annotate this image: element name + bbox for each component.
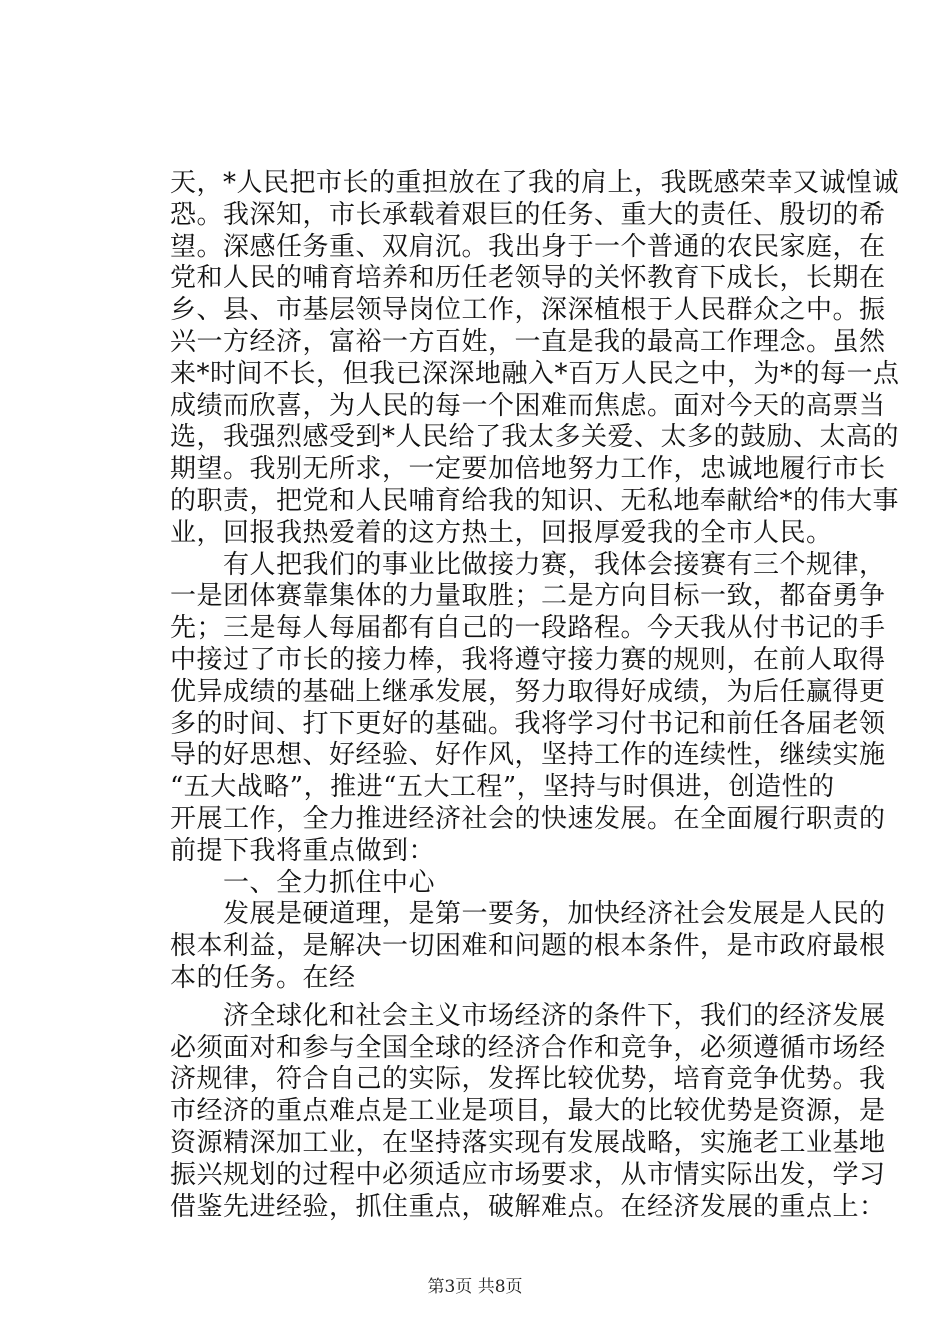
text-line: 济规律，符合自己的实际，发挥比较优势，培育竞争优势。我	[170, 1064, 886, 1095]
text-line: 根本利益，是解决一切困难和问题的根本条件，是市政府最根	[170, 931, 886, 962]
text-line: 有人把我们的事业比做接力赛，我体会接赛有三个规律，	[170, 549, 886, 580]
text-line: 兴一方经济，富裕一方百姓，一直是我的最高工作理念。虽然	[170, 326, 886, 357]
text-line: 前提下我将重点做到：	[170, 835, 436, 866]
text-line: 恐。我深知，市长承载着艰巨的任务、重大的责任、殷切的希	[170, 199, 886, 230]
page-number-label: 第3页 共8页	[427, 1277, 523, 1297]
text-line: 一是团体赛靠集体的力量取胜；二是方向目标一致，都奋勇争	[170, 581, 886, 612]
text-line: 导的好思想、好经验、好作风，坚持工作的连续性，继续实施	[170, 740, 886, 771]
text-line: 先；三是每人每届都有自己的一段路程。今天我从付书记的手	[170, 613, 886, 644]
text-line: 来*时间不长，但我已深深地融入*百万人民之中，为*的每一点	[170, 358, 900, 389]
text-line: 振兴规划的过程中必须适应市场要求，从市情实际出发，学习	[170, 1159, 886, 1190]
text-line: 选，我强烈感受到*人民给了我太多关爱、太多的鼓励、太高的	[170, 422, 900, 453]
page-footer	[0, 1277, 950, 1297]
text-line: 成绩而欣喜，为人民的每一个困难而焦虑。面对今天的高票当	[170, 390, 886, 421]
text-line: 济全球化和社会主义市场经济的条件下，我们的经济发展	[170, 1000, 886, 1031]
text-line: 本的任务。在经	[170, 962, 356, 993]
text-line: “五大战略”，推进“五大工程”，坚持与时俱进，创造性的	[170, 772, 835, 803]
text-line: 期望。我别无所求，一定要加倍地努力工作，忠诚地履行市长	[170, 454, 886, 485]
text-line: 优异成绩的基础上继承发展，努力取得好成绩，为后任赢得更	[170, 676, 886, 707]
text-line: 望。深感任务重、双肩沉。我出身于一个普通的农民家庭，在	[170, 231, 886, 262]
section-heading: 一、全力抓住中心	[170, 867, 436, 898]
text-line: 必须面对和参与全国全球的经济合作和竞争，必须遵循市场经	[170, 1032, 886, 1063]
text-line: 天，*人民把市长的重担放在了我的肩上，我既感荣幸又诚惶诚	[170, 168, 900, 198]
text-line: 中接过了市长的接力棒，我将遵守接力赛的规则，在前人取得	[170, 644, 886, 675]
text-line: 多的时间、打下更好的基础。我将学习付书记和前任各届老领	[170, 708, 886, 739]
text-line: 借鉴先进经验，抓住重点，破解难点。在经济发展的重点上：	[170, 1191, 886, 1222]
text-line: 资源精深加工业，在坚持落实现有发展战略，实施老工业基地	[170, 1127, 886, 1158]
text-line: 乡、县、市基层领导岗位工作，深深植根于人民群众之中。振	[170, 295, 886, 326]
text-line: 市经济的重点难点是工业是项目，最大的比较优势是资源，是	[170, 1096, 886, 1127]
text-line: 党和人民的哺育培养和历任老领导的关怀教育下成长，长期在	[170, 263, 886, 294]
text-line: 发展是硬道理，是第一要务，加快经济社会发展是人民的	[170, 899, 886, 930]
text-line: 业，回报我热爱着的这方热土，回报厚爱我的全市人民。	[170, 517, 833, 548]
body-text	[170, 168, 900, 1223]
text-line: 开展工作，全力推进经济社会的快速发展。在全面履行职责的	[170, 803, 886, 834]
text-line: 的职责，把党和人民哺育给我的知识、无私地奉献给*的伟大事	[170, 485, 900, 516]
